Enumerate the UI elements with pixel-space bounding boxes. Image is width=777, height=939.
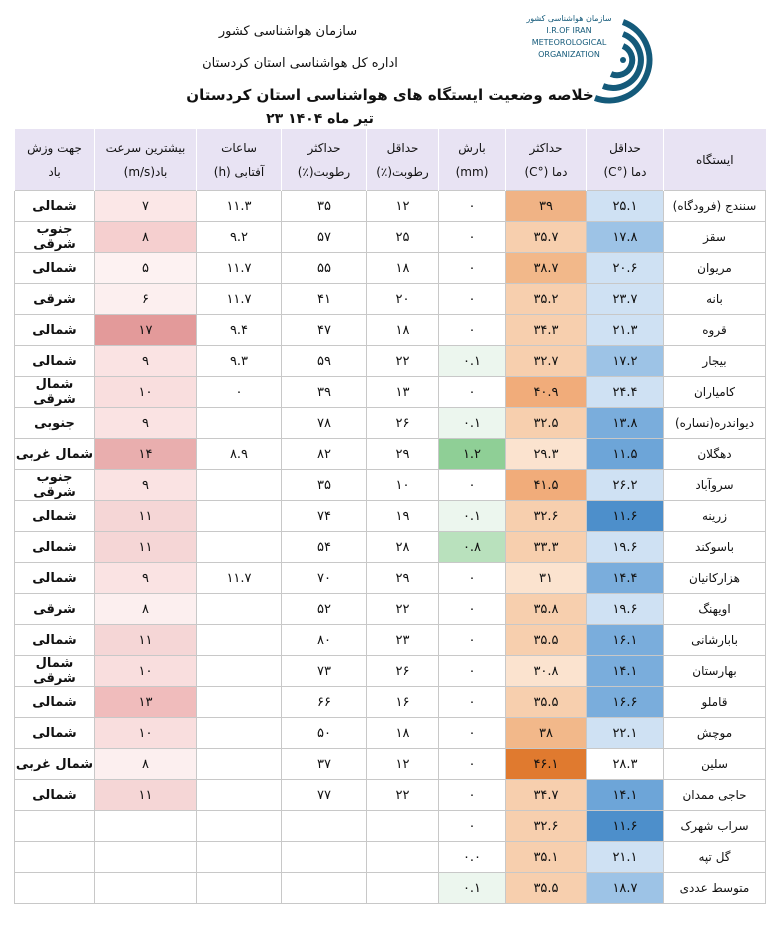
header-min-humidity: حداقل رطوبت(٪) (367, 129, 439, 191)
sunshine-cell (197, 687, 282, 718)
min-humidity-cell: ۲۶ (367, 656, 439, 687)
min-temp-cell: ۱۴.۱ (587, 780, 664, 811)
sunshine-cell: ۰ (197, 377, 282, 408)
min-humidity-cell: ۲۹ (367, 439, 439, 470)
sunshine-cell: ۱۱.۳ (197, 191, 282, 222)
min-humidity-cell: ۲۹ (367, 563, 439, 594)
min-humidity-cell: ۲۲ (367, 780, 439, 811)
wind-direction-cell: جنوب شرقی (15, 222, 95, 253)
station-cell: متوسط عددی (664, 873, 766, 904)
station-cell: دیواندره(نساره) (664, 408, 766, 439)
sunshine-cell (197, 408, 282, 439)
wind-direction-cell: شمالی (15, 625, 95, 656)
max-humidity-cell: ۵۲ (282, 594, 367, 625)
min-temp-cell: ۲۴.۴ (587, 377, 664, 408)
min-temp-cell: ۱۱.۵ (587, 439, 664, 470)
sunshine-cell: ۹.۳ (197, 346, 282, 377)
max-temp-cell: ۳۳.۳ (506, 532, 587, 563)
precip-cell: ۰ (439, 470, 506, 501)
header-max-wind-speed: بیشترین سرعت باد(m/s) (95, 129, 197, 191)
table-row (15, 284, 766, 315)
table-row (15, 501, 766, 532)
max-temp-cell: ۳۲.۶ (506, 501, 587, 532)
wind-speed-cell: ۱۱ (95, 625, 197, 656)
max-temp-cell: ۳۵.۵ (506, 873, 587, 904)
precip-cell: ۰ (439, 563, 506, 594)
max-humidity-cell: ۷۰ (282, 563, 367, 594)
max-humidity-cell: ۸۰ (282, 625, 367, 656)
max-temp-cell: ۲۹.۳ (506, 439, 587, 470)
sunshine-cell: ۱۱.۷ (197, 253, 282, 284)
wind-direction-cell: شرقی (15, 594, 95, 625)
min-humidity-cell: ۲۶ (367, 408, 439, 439)
station-cell: هزارکانیان (664, 563, 766, 594)
table-row (15, 532, 766, 563)
max-temp-cell: ۳۹ (506, 191, 587, 222)
wind-speed-cell: ۹ (95, 563, 197, 594)
precip-cell: ۰.۸ (439, 532, 506, 563)
wind-speed-cell: ۱۱ (95, 780, 197, 811)
min-humidity-cell: ۲۸ (367, 532, 439, 563)
wind-direction-cell: شمال غربی (15, 439, 95, 470)
report-header (0, 0, 777, 132)
precip-cell: ۰ (439, 594, 506, 625)
max-temp-cell: ۴۶.۱ (506, 749, 587, 780)
precip-cell: ۱.۲ (439, 439, 506, 470)
max-humidity-cell: ۳۷ (282, 749, 367, 780)
station-cell: سقز (664, 222, 766, 253)
min-temp-cell: ۱۱.۶ (587, 501, 664, 532)
wind-direction-cell: شرقی (15, 284, 95, 315)
header-station: ایستگاه (664, 129, 766, 191)
wind-speed-cell: ۹ (95, 408, 197, 439)
wind-direction-cell: جنوب شرقی (15, 470, 95, 501)
sunshine-cell: ۱۱.۷ (197, 284, 282, 315)
station-cell: بابارشانی (664, 625, 766, 656)
table-row (15, 191, 766, 222)
wind-speed-cell: ۱۰ (95, 377, 197, 408)
min-temp-cell: ۱۹.۶ (587, 594, 664, 625)
max-humidity-cell (282, 873, 367, 904)
max-temp-cell: ۳۲.۶ (506, 811, 587, 842)
wind-speed-cell (95, 811, 197, 842)
wind-speed-cell: ۱۱ (95, 501, 197, 532)
table-row (15, 625, 766, 656)
header-sunshine-hours: ساعات آفتابی (h) (197, 129, 282, 191)
max-temp-cell: ۳۵.۷ (506, 222, 587, 253)
sunshine-cell (197, 656, 282, 687)
min-humidity-cell: ۱۸ (367, 253, 439, 284)
min-humidity-cell: ۲۵ (367, 222, 439, 253)
min-temp-cell: ۲۲.۱ (587, 718, 664, 749)
table-row (15, 222, 766, 253)
precip-cell: ۰ (439, 191, 506, 222)
max-temp-cell: ۳۵.۱ (506, 842, 587, 873)
max-temp-cell: ۳۵.۵ (506, 625, 587, 656)
station-cell: قروه (664, 315, 766, 346)
max-humidity-cell: ۷۷ (282, 780, 367, 811)
max-humidity-cell: ۵۴ (282, 532, 367, 563)
min-temp-cell: ۱۴.۴ (587, 563, 664, 594)
station-summary-table (14, 129, 766, 904)
table-row (15, 687, 766, 718)
max-humidity-cell: ۵۹ (282, 346, 367, 377)
table-row (15, 873, 766, 904)
wind-speed-cell: ۱۰ (95, 656, 197, 687)
table-body (15, 191, 766, 904)
report-date: ۲۳ تیر ماه ۱۴۰۴ (266, 111, 374, 127)
max-temp-cell: ۳۱ (506, 563, 587, 594)
max-humidity-cell: ۶۶ (282, 687, 367, 718)
wind-direction-cell: شمالی (15, 687, 95, 718)
station-cell: سروآباد (664, 470, 766, 501)
wind-direction-cell: شمالی (15, 315, 95, 346)
max-humidity-cell: ۷۳ (282, 656, 367, 687)
station-cell: باسوکند (664, 532, 766, 563)
header-wind-direction: جهت وزش باد (15, 129, 95, 191)
precip-cell: ۰ (439, 253, 506, 284)
max-humidity-cell: ۳۹ (282, 377, 367, 408)
station-cell: بانه (664, 284, 766, 315)
table-row (15, 563, 766, 594)
max-humidity-cell: ۵۵ (282, 253, 367, 284)
min-humidity-cell: ۱۸ (367, 718, 439, 749)
max-humidity-cell: ۷۸ (282, 408, 367, 439)
min-temp-cell: ۱۷.۲ (587, 346, 664, 377)
max-temp-cell: ۳۸ (506, 718, 587, 749)
min-temp-cell: ۱۶.۶ (587, 687, 664, 718)
wind-speed-cell: ۶ (95, 284, 197, 315)
sunshine-cell (197, 625, 282, 656)
sunshine-cell (197, 718, 282, 749)
station-cell: دهگلان (664, 439, 766, 470)
wind-speed-cell: ۱۳ (95, 687, 197, 718)
table-row (15, 811, 766, 842)
precip-cell: ۰.۱ (439, 346, 506, 377)
logo-text-organization: ORGANIZATION (538, 50, 600, 59)
max-humidity-cell: ۳۵ (282, 470, 367, 501)
max-temp-cell: ۳۵.۵ (506, 687, 587, 718)
wind-direction-cell: شمال شرقی (15, 377, 95, 408)
sunshine-cell (197, 842, 282, 873)
wind-speed-cell: ۸ (95, 749, 197, 780)
station-cell: گل تپه (664, 842, 766, 873)
precip-cell: ۰ (439, 749, 506, 780)
max-temp-cell: ۳۵.۲ (506, 284, 587, 315)
min-humidity-cell: ۱۸ (367, 315, 439, 346)
station-cell: بهارستان (664, 656, 766, 687)
min-humidity-cell: ۱۲ (367, 191, 439, 222)
table-row (15, 842, 766, 873)
min-humidity-cell: ۲۰ (367, 284, 439, 315)
station-cell: سراب شهرک (664, 811, 766, 842)
station-cell: حاجی ممدان (664, 780, 766, 811)
sunshine-cell: ۹.۴ (197, 315, 282, 346)
min-temp-cell: ۲۱.۳ (587, 315, 664, 346)
station-cell: بیجار (664, 346, 766, 377)
precip-cell: ۰.۱ (439, 873, 506, 904)
min-humidity-cell: ۱۶ (367, 687, 439, 718)
max-humidity-cell: ۸۲ (282, 439, 367, 470)
logo-text-meteorological: METEOROLOGICAL (531, 38, 607, 47)
wind-direction-cell: شمالی (15, 191, 95, 222)
station-cell: سنندج (فرودگاه) (664, 191, 766, 222)
station-cell: مریوان (664, 253, 766, 284)
max-humidity-cell: ۴۱ (282, 284, 367, 315)
table-header-row (15, 129, 766, 191)
min-temp-cell: ۲۰.۶ (587, 253, 664, 284)
table-row (15, 439, 766, 470)
sunshine-cell (197, 501, 282, 532)
wind-direction-cell: شمالی (15, 780, 95, 811)
min-humidity-cell (367, 811, 439, 842)
precip-cell: ۰ (439, 811, 506, 842)
min-temp-cell: ۲۱.۱ (587, 842, 664, 873)
min-humidity-cell: ۱۲ (367, 749, 439, 780)
max-temp-cell: ۴۰.۹ (506, 377, 587, 408)
min-humidity-cell: ۲۲ (367, 594, 439, 625)
min-temp-cell: ۱۴.۱ (587, 656, 664, 687)
precip-cell: ۰.۱ (439, 408, 506, 439)
header-precipitation: بارش (mm) (439, 129, 506, 191)
table-row (15, 377, 766, 408)
sunshine-cell (197, 532, 282, 563)
sunshine-cell (197, 780, 282, 811)
max-humidity-cell: ۵۷ (282, 222, 367, 253)
wind-direction-cell: جنوبی (15, 408, 95, 439)
wind-direction-cell: شمال شرقی (15, 656, 95, 687)
wind-direction-cell (15, 873, 95, 904)
wind-direction-cell: شمال غربی (15, 749, 95, 780)
wind-speed-cell: ۱۰ (95, 718, 197, 749)
max-humidity-cell: ۵۰ (282, 718, 367, 749)
table-row (15, 594, 766, 625)
sunshine-cell (197, 470, 282, 501)
office-name: اداره کل هواشناسی استان کردستان (202, 56, 398, 71)
wind-direction-cell: شمالی (15, 563, 95, 594)
sunshine-cell (197, 749, 282, 780)
wind-speed-cell: ۷ (95, 191, 197, 222)
table-row (15, 470, 766, 501)
precip-cell: ۰ (439, 780, 506, 811)
min-temp-cell: ۱۱.۶ (587, 811, 664, 842)
min-temp-cell: ۲۸.۳ (587, 749, 664, 780)
sunshine-cell (197, 873, 282, 904)
max-temp-cell: ۳۲.۷ (506, 346, 587, 377)
sunshine-cell: ۱۱.۷ (197, 563, 282, 594)
min-humidity-cell (367, 842, 439, 873)
wind-speed-cell: ۱۴ (95, 439, 197, 470)
wind-direction-cell: شمالی (15, 532, 95, 563)
wind-speed-cell: ۹ (95, 470, 197, 501)
min-humidity-cell: ۲۳ (367, 625, 439, 656)
min-humidity-cell: ۲۲ (367, 346, 439, 377)
header-max-humidity: حداکثر رطوبت(٪) (282, 129, 367, 191)
max-temp-cell: ۳۵.۸ (506, 594, 587, 625)
precip-cell: ۰ (439, 222, 506, 253)
max-temp-cell: ۳۲.۵ (506, 408, 587, 439)
precip-cell: ۰ (439, 656, 506, 687)
max-humidity-cell (282, 811, 367, 842)
min-humidity-cell: ۱۰ (367, 470, 439, 501)
logo-text-iran: I.R.OF IRAN (546, 26, 592, 35)
header-min-temp: حداقل دما (°C) (587, 129, 664, 191)
max-temp-cell: ۳۴.۳ (506, 315, 587, 346)
table-row (15, 253, 766, 284)
wind-speed-cell: ۸ (95, 222, 197, 253)
precip-cell: ۰ (439, 625, 506, 656)
min-temp-cell: ۱۸.۷ (587, 873, 664, 904)
min-humidity-cell: ۱۹ (367, 501, 439, 532)
min-temp-cell: ۱۷.۸ (587, 222, 664, 253)
sunshine-cell: ۹.۲ (197, 222, 282, 253)
min-temp-cell: ۲۶.۲ (587, 470, 664, 501)
org-name: سازمان هواشناسی کشور (218, 24, 358, 39)
report-title: خلاصه وضعیت ایستگاه های هواشناسی استان کردستان (186, 86, 594, 104)
table-row (15, 408, 766, 439)
logo-emblem-icon (581, 16, 665, 112)
wind-speed-cell: ۹ (95, 346, 197, 377)
min-temp-cell: ۲۵.۱ (587, 191, 664, 222)
max-temp-cell: ۴۱.۵ (506, 470, 587, 501)
wind-direction-cell: شمالی (15, 718, 95, 749)
station-cell: موچش (664, 718, 766, 749)
max-temp-cell: ۳۰.۸ (506, 656, 587, 687)
min-temp-cell: ۱۳.۸ (587, 408, 664, 439)
precip-cell: ۰.۰ (439, 842, 506, 873)
max-temp-cell: ۳۸.۷ (506, 253, 587, 284)
wind-direction-cell (15, 811, 95, 842)
wind-direction-cell: شمالی (15, 253, 95, 284)
max-humidity-cell: ۳۵ (282, 191, 367, 222)
station-cell: کامیاران (664, 377, 766, 408)
header-max-temp: حداکثر دما (°C) (506, 129, 587, 191)
station-cell: سلین (664, 749, 766, 780)
organization-logo (514, 12, 664, 112)
wind-speed-cell (95, 873, 197, 904)
precip-cell: ۰ (439, 315, 506, 346)
station-cell: اویهنگ (664, 594, 766, 625)
max-humidity-cell: ۴۷ (282, 315, 367, 346)
sunshine-cell (197, 594, 282, 625)
table-row (15, 780, 766, 811)
table-row (15, 315, 766, 346)
precip-cell: ۰ (439, 687, 506, 718)
wind-speed-cell (95, 842, 197, 873)
max-temp-cell: ۳۴.۷ (506, 780, 587, 811)
max-humidity-cell: ۷۴ (282, 501, 367, 532)
sunshine-cell (197, 811, 282, 842)
station-cell: زرینه (664, 501, 766, 532)
wind-speed-cell: ۵ (95, 253, 197, 284)
precip-cell: ۰ (439, 377, 506, 408)
table-row (15, 718, 766, 749)
precip-cell: ۰.۱ (439, 501, 506, 532)
wind-speed-cell: ۱۷ (95, 315, 197, 346)
precip-cell: ۰ (439, 718, 506, 749)
wind-direction-cell (15, 842, 95, 873)
station-cell: قاملو (664, 687, 766, 718)
wind-direction-cell: شمالی (15, 501, 95, 532)
table-row (15, 346, 766, 377)
wind-speed-cell: ۱۱ (95, 532, 197, 563)
logo-text-fa: سازمان هواشناسی کشور (526, 14, 612, 23)
table-row (15, 656, 766, 687)
table-row (15, 749, 766, 780)
min-temp-cell: ۲۳.۷ (587, 284, 664, 315)
min-temp-cell: ۱۹.۶ (587, 532, 664, 563)
min-temp-cell: ۱۶.۱ (587, 625, 664, 656)
wind-speed-cell: ۸ (95, 594, 197, 625)
min-humidity-cell: ۱۳ (367, 377, 439, 408)
min-humidity-cell (367, 873, 439, 904)
precip-cell: ۰ (439, 284, 506, 315)
max-humidity-cell (282, 842, 367, 873)
sunshine-cell: ۸.۹ (197, 439, 282, 470)
wind-direction-cell: شمالی (15, 346, 95, 377)
